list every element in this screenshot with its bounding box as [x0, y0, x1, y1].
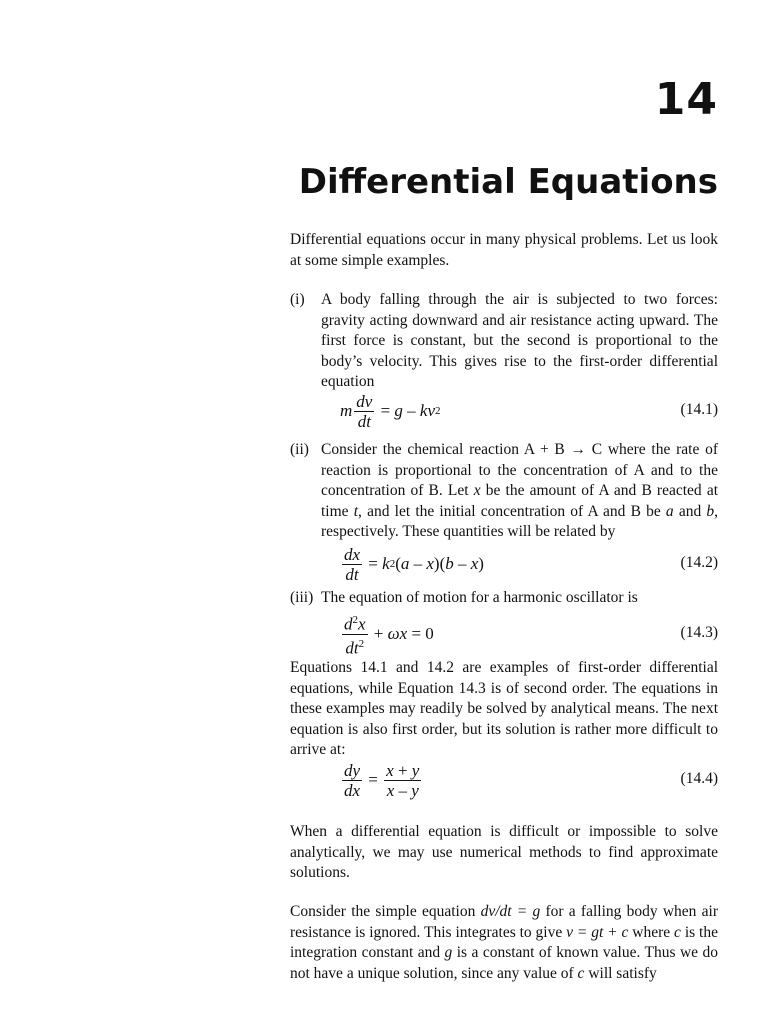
equation-14-2	[340, 542, 718, 586]
paragraph-equation-orders	[290, 658, 718, 761]
equation-math: $\frac{d^2x}{dt^2}$ + ωx = 0	[340, 612, 434, 656]
equation-number: (14.4)	[680, 770, 718, 787]
item-label: (ii)	[290, 441, 309, 458]
equation-math: m $\frac{dv}{dt}$ = g – kv 2	[340, 391, 441, 431]
item-text: Consider the chemical reaction A + B → C where the rate of reaction is proportional to the concentration of A and to the concentration of B. Let x be the amount of A and B reacted at time t, and let the initial concentration of A and B be a and b, respectively. These quantities will be related by	[321, 441, 719, 540]
equation-number: (14.1)	[680, 401, 718, 418]
equation-number: (14.3)	[680, 624, 718, 641]
paragraph-text: Consider the simple equation dv/dt = g for a falling body when air resistance is ignored. This integrates to give v = gt + c where c is the integration constant and g is a constant of known value. Thus we do not have a unique solution, since any value of c will satisfy	[290, 903, 719, 982]
intro-text: Differential equations occur in many physical problems. Let us look at some simple examples.	[290, 231, 718, 269]
equation-math: $\frac{dy}{dx}$ = $\frac{x + y}{x - y}$	[344, 760, 420, 800]
example-item-i	[290, 290, 718, 393]
item-text: The equation of motion for a harmonic oscillator is	[321, 589, 638, 606]
paragraph-numerical-methods	[290, 822, 718, 884]
example-item-ii	[290, 440, 718, 543]
equation-14-3	[340, 612, 718, 656]
chapter-number: 14	[654, 74, 718, 125]
equation-math: $\frac{dx}{dt}$ = k 2 ( a – x )( b – x )	[344, 544, 484, 584]
intro-paragraph	[290, 230, 718, 271]
example-item-iii	[290, 588, 718, 609]
paragraph-text: When a differential equation is difficult or impossible to solve analytically, we may use numerical methods to find approximate solutions.	[290, 823, 718, 881]
equation-14-4	[340, 758, 718, 802]
equation-number: (14.2)	[680, 554, 718, 571]
paragraph-falling-body	[290, 902, 718, 984]
equation-14-1	[340, 389, 718, 433]
item-label: (i)	[290, 291, 305, 308]
paragraph-text: Equations 14.1 and 14.2 are examples of first-order differential equations, while Equation 14.3 is of second order. The equations in these examples may readily be solved by analytical means. The next equation is also first order, but its solution is rather more difficult to arrive at:	[290, 659, 718, 758]
chapter-title: Differential Equations	[298, 162, 718, 202]
item-text: A body falling through the air is subjected to two forces: gravity acting downward and air resistance acting upward. The first force is constant, but the second is proportional to the body’s velocity. This gives rise to the first-order differential equation	[321, 291, 718, 390]
item-label: (iii)	[290, 589, 314, 606]
